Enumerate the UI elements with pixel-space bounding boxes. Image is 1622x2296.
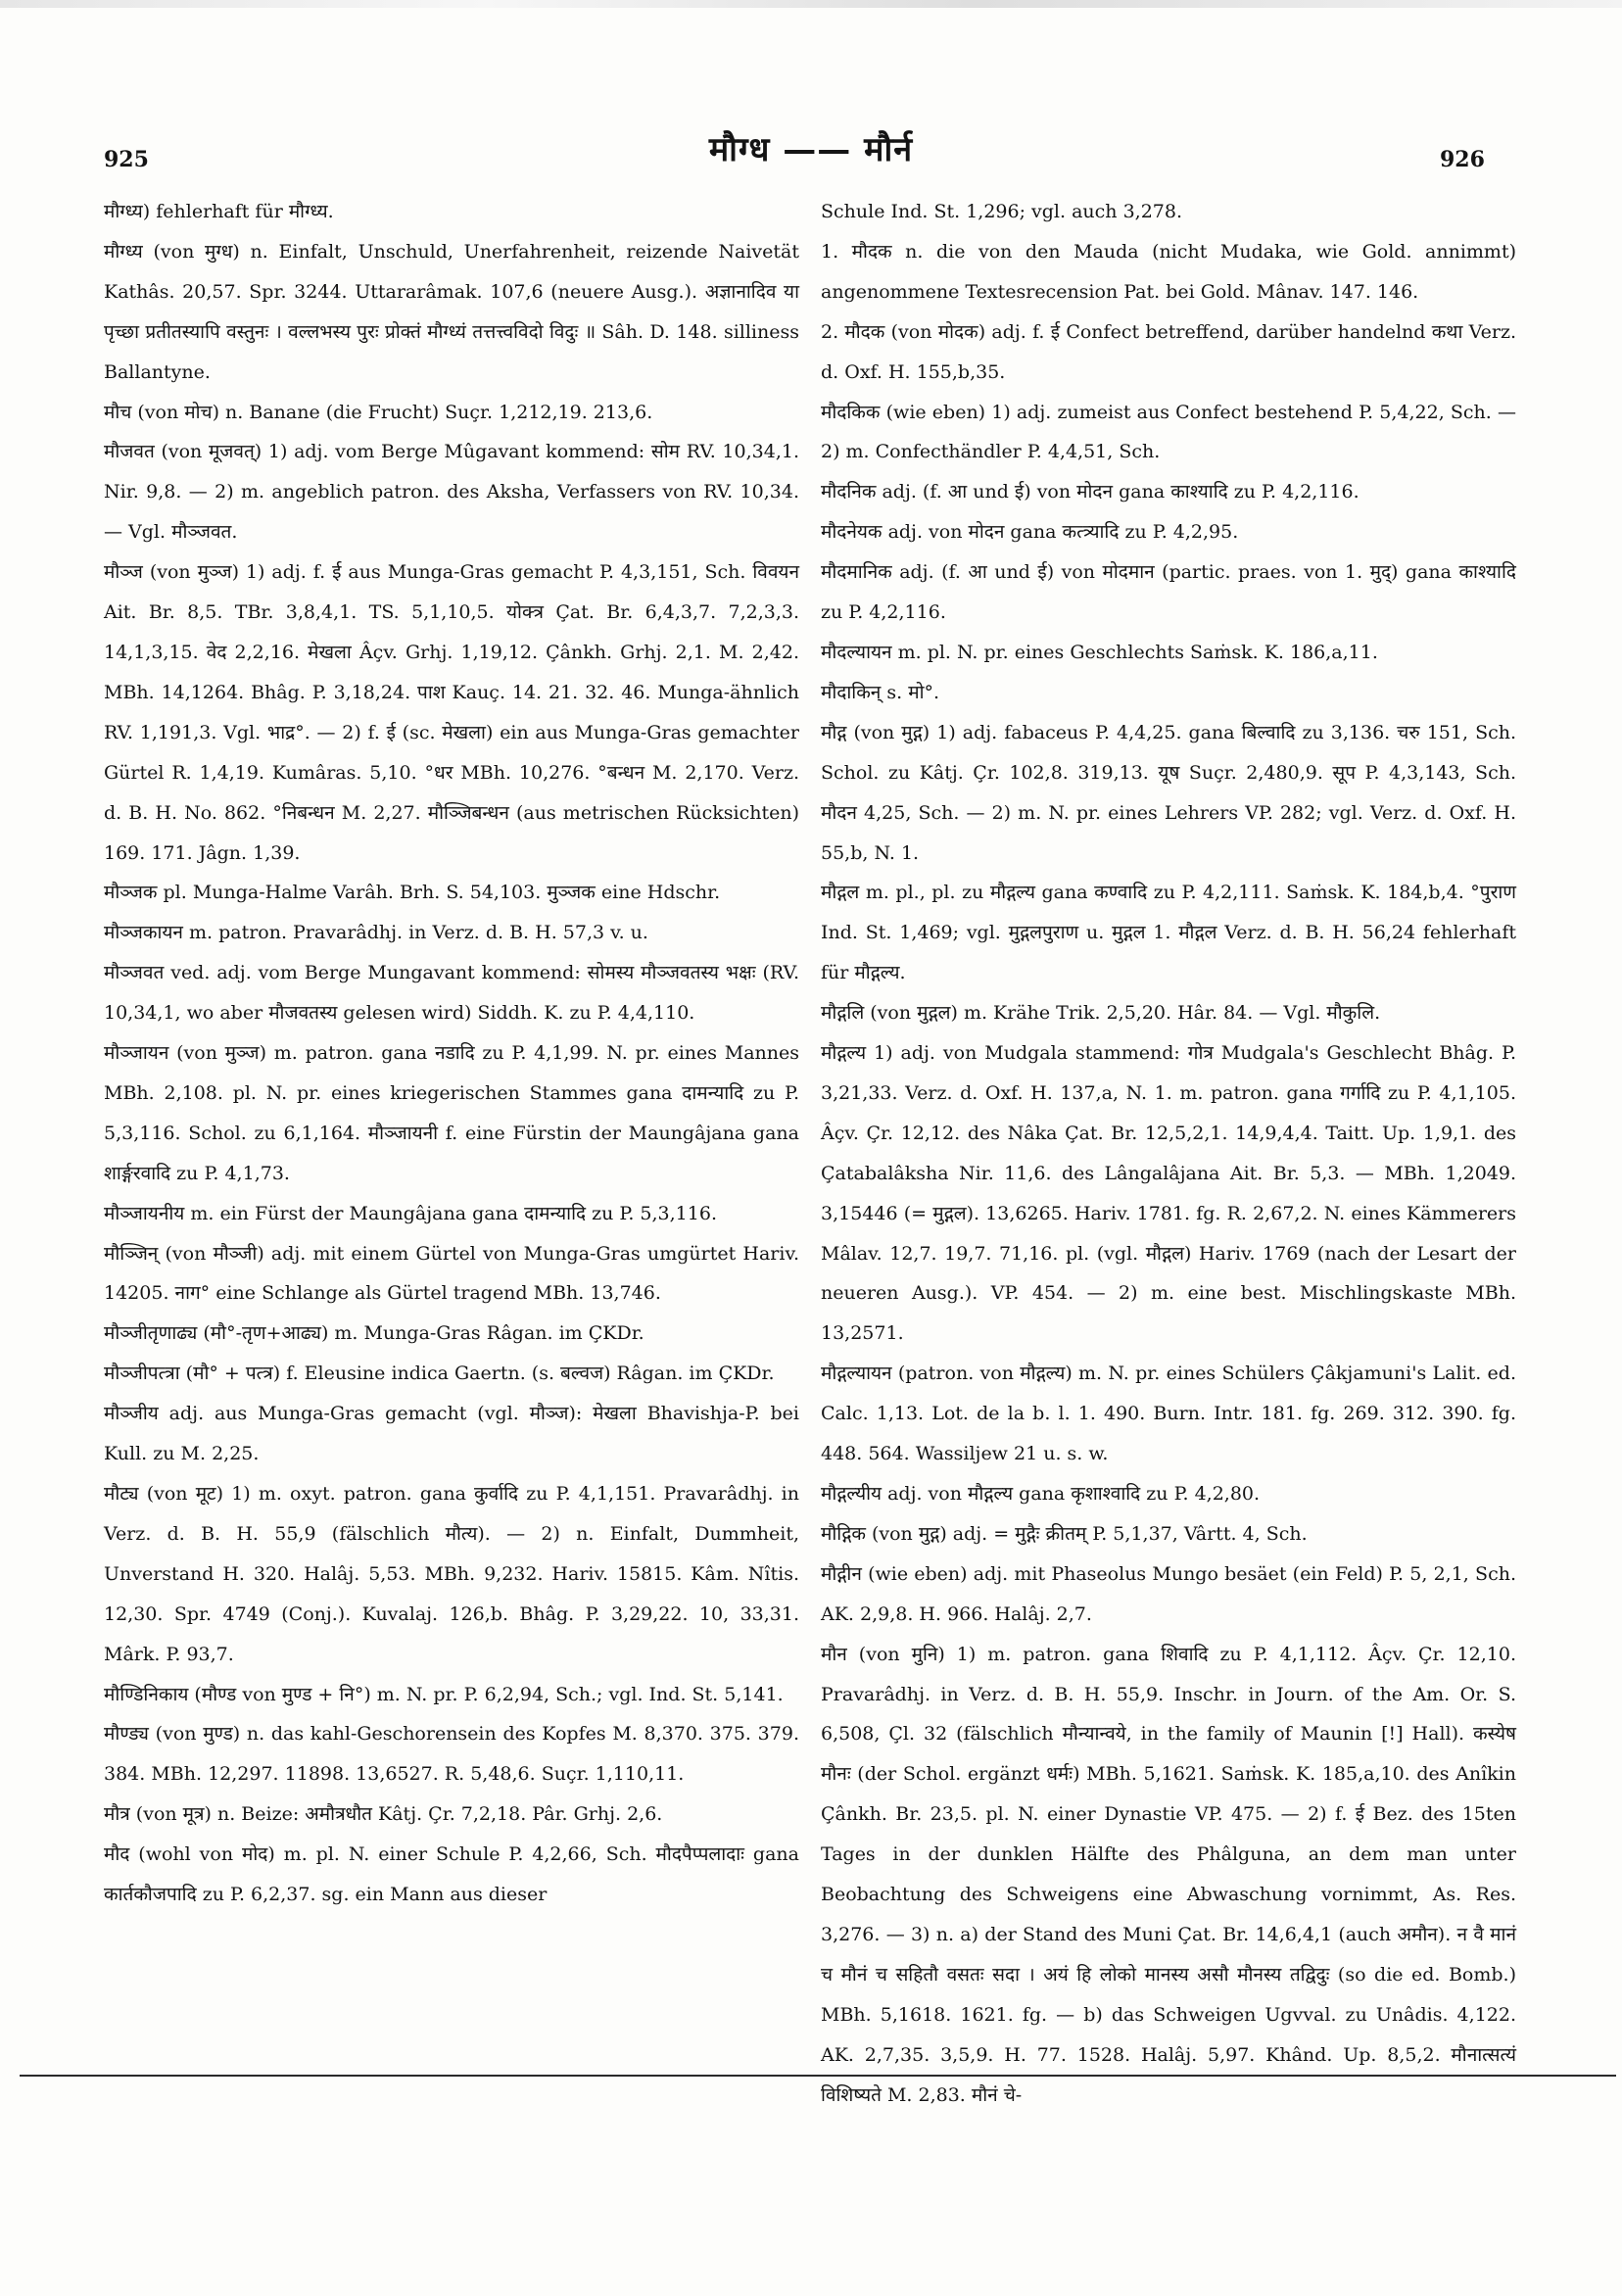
dictionary-entry: मौञ्जक pl. Munga-Halme Varâh. Brh. S. 54,103. मुञ्जक eine Hdschr. [104,882,721,904]
dictionary-entry: मौद्गल्य 1) adj. von Mudgala stammend: गोत्र Mudgala's Geschlecht Bhâg. P. 3,21,33. Verz. d. Oxf. H. 137,a, N. 1. m. patron. gana गर्गादि zu P. 4,1,105. Âçv. Çr. 12,12. des Nâka Çat. Br. 12,5,2,1. 14,9,4,4. Taitt. Up. 1,9,1. des Çatabalâksha Nir. 11,6. des Lângalâjana Ait. Br. 5,3. — MBh. 1,2049. 3,15446 (= मुद्गल). 13,6265. Hariv. 1781. fg. R. 2,67,2. N. eines Kämmerers Mâlav. 12,7. 19,7. 71,16. pl. (vgl. मौद्गल) Hariv. 1769 (nach der Lesart der neueren Ausg.). VP. 454. — 2) m. eine best. Mischlingskaste MBh. 13,2571. [821,1042,1516,1345]
dictionary-entry: मौदाकिन् s. मो°. [821,681,940,703]
dictionary-entry: मौञ्जवत ved. adj. vom Berge Mungavant kommend: सोमस्य मौञ्जवतस्य भक्षः (RV. 10,34,1, wo aber मौजवतस्य gelesen wird) Siddh. K. zu P. 4,4,110. [104,962,799,1025]
dictionary-entry: मौञ्जायनीय m. ein Fürst der Maungâjana gana दामन्यादि zu P. 5,3,116. [104,1202,717,1224]
dictionary-entry: मौञ्जायन (von मुञ्ज) m. patron. gana नडादि zu P. 4,1,99. N. pr. eines Mannes MBh. 2,108. pl. N. pr. eines kriegerischen Stammes gana दामन्यादि zu P. 5,3,116. Schol. zu 6,1,164. मौञ्जायनी f. eine Fürstin der Maungâjana gana शार्ङ्गरवादि zu P. 4,1,73. [104,1042,799,1184]
page-number-left: 925 [104,147,149,172]
page-number-right: 926 [1440,147,1485,172]
dictionary-entry: मौद्गल्यायन (patron. von मौद्गल्य) m. N. pr. eines Schülers Çâkjamuni's Lalit. ed. Calc. 1,13. Lot. de la b. l. 1. 490. Burn. Intr. 181. fg. 269. 312. 390. fg. 448. 564. Wassiljew 21 u. s. w. [821,1363,1516,1465]
dictionary-entry: मौदमानिक adj. (f. आ und ई) von मोदमान (partic. praes. von 1. मुद्) gana काश्यादि zu P. 4,2,116. [821,561,1516,624]
dictionary-entry: मौद्गल m. pl., pl. zu मौद्गल्य gana कण्वादि zu P. 4,2,111. Saṁsk. K. 184,b,4. °पुराण Ind. St. 1,469; vgl. मुद्गलपुराण u. मुद्गल 1. मौद्गल Verz. d. B. H. 56,24 fehlerhaft für मौद्गल्य. [821,882,1516,984]
dictionary-entry: मौग्ध्य) fehlerhaft für मौग्ध्य. [104,201,334,222]
dictionary-entry: 2. मौदक (von मोदक) adj. f. ई Confect betreffend, darüber handelnd कथा Verz. d. Oxf. H. 155,b,35. [821,320,1516,383]
dictionary-entry: मौञ्जकायन m. patron. Pravarâdhj. in Verz. d. B. H. 57,3 v. u. [104,922,648,944]
dictionary-entry: मौण्डिनिकाय (मौण्ड von मुण्ड + नि°) m. N. pr. P. 6,2,94, Sch.; vgl. Ind. St. 5,141. [104,1683,784,1705]
running-title: मौग्ध —— मौर्न [708,130,914,169]
dictionary-entry: मौण्ड्य (von मुण्ड) n. das kahl-Geschorensein des Kopfes M. 8,370. 375. 379. 384. MBh. 12,297. 11898. 13,6527. R. 5,48,6. Suçr. 1,110,11. [104,1723,799,1786]
dictionary-entry: मौजवत (von मूजवत्) 1) adj. vom Berge Mûgavant kommend: सोम RV. 10,34,1. Nir. 9,8. — 2) m. angeblich patron. des Aksha, Verfassers von RV. 10,34. — Vgl. मौञ्जवत. [104,441,799,544]
dictionary-entry: मौञ्जीय adj. aus Munga-Gras gemacht (vgl. मौञ्ज): मेखला Bhavishja-P. bei Kull. zu M. 2,25. [104,1403,799,1465]
dictionary-entry: मौत्र (von मूत्र) n. Beize: अमौत्रधौत Kâtj. Çr. 7,2,18. Pâr. Grhj. 2,6. [104,1803,663,1826]
bottom-rule [20,2075,1616,2077]
dictionary-entry: मौन (von मुनि) 1) m. patron. gana शिवादि zu P. 4,1,112. Âçv. Çr. 12,10. Pravarâdhj. in Verz. d. B. H. 55,9. Inschr. in Journ. of the Am. Or. S. 6,508, Çl. 32 (fälschlich मौन्यान्वये, in the family of Maunin [!] Hall). कस्येष मौनः (der Schol. ergänzt धर्मः) MBh. 5,1621. Saṁsk. K. 185,a,10. des Anîkin Çânkh. Br. 23,5. pl. N. einer Dynastie VP. 475. — 2) f. ई Bez. des 15ten Tages in der dunklen Hälfte des Phâlguna, an dem man unter Beobachtung des Schweigens eine Abwaschung vornimmt, As. Res. 3,276. — 3) n. a) der Stand des Muni Çat. Br. 14,6,4,1 (auch अमौन). न वै मानं च मौनं च सहितौ वसतः सदा । अयं हि लोको मानस्य असौ मौनस्य तद्विदुः (so die ed. Bomb.) MBh. 5,1618. 1621. fg. — b) das Schweigen Ugvval. zu Unâdis. 4,122. AK. 2,7,35. 3,5,9. H. 77. 1528. Halâj. 5,97. Khând. Up. 8,5,2. मौनात्सत्यं विशिष्यते M. 2,83. मौनं चे- [821,1643,1516,2106]
dictionary-entry: मौद (wohl von मोद) m. pl. N. einer Schule P. 4,2,66, Sch. मौदपैप्पलादाः gana कार्तकौजपादि zu P. 6,2,37. sg. ein Mann aus dieser [104,1843,799,1906]
dictionary-entry: मौद्गलि (von मुद्गल) m. Krähe Trik. 2,5,20. Hâr. 84. — Vgl. मौकुलि. [821,1002,1381,1025]
dictionary-entry: मौद्गिक (von मुद्ग) adj. = मुद्गैः क्रीतम् P. 5,1,37, Vârtt. 4, Sch. [821,1522,1308,1545]
dictionary-entry: मौदनेयक adj. von मोदन gana कत्त्र्यादि zu P. 4,2,95. [821,521,1239,544]
left-column [104,192,799,1936]
dictionary-entry: मौच (von मोच) n. Banane (die Frucht) Suçr. 1,212,19. 213,6. [104,401,653,423]
dictionary-entry: मौञ्जीपत्त्रा (मौ° + पत्त्र) f. Eleusine indica Gaertn. (s. बल्वज) Râgan. im ÇKDr. [104,1363,775,1385]
right-column [821,192,1516,2106]
dictionary-entry: मौञ्जीतृणाढ्य (मौ°-तृण+आढ्य) m. Munga-Gras Râgan. im ÇKDr. [104,1322,644,1345]
scan-edge [0,0,1622,8]
dictionary-entry: मौञ्जिन् (von मौञ्जी) adj. mit einem Gürtel von Munga-Gras umgürtet Hariv. 14205. नाग° eine Schlange als Gürtel tragend MBh. 13,746. [104,1242,799,1305]
dictionary-entry: मौञ्ज (von मुञ्ज) 1) adj. f. ई aus Munga-Gras gemacht P. 4,3,151, Sch. विवयन Ait. Br. 8,5. TBr. 3,8,4,1. TS. 5,1,10,5. योक्त्र Çat. Br. 6,4,3,7. 7,2,3,3. 14,1,3,15. वेद 2,2,16. मेखला Âçv. Grhj. 1,19,12. Çânkh. Grhj. 2,1. M. 2,42. MBh. 14,1264. Bhâg. P. 3,18,24. पाश Kauç. 14. 21. 32. 46. Munga-ähnlich RV. 1,191,3. Vgl. भाद्र°. — 2) f. ई (sc. मेखला) ein aus Munga-Gras gemachter Gürtel R. 1,4,19. Kumâras. 5,10. °धर MBh. 10,276. °बन्धन M. 2,170. Verz. d. B. H. No. 862. °निबन्धन M. 2,27. मौञ्जिबन्धन (aus metrischen Rücksichten) 169. 171. Jâgn. 1,39. [104,561,799,864]
dictionary-entry: मौट्य (von मूट) 1) m. oxyt. patron. gana कुर्वादि zu P. 4,1,151. Pravarâdhj. in Verz. d. B. H. 55,9 (fälschlich मौत्य). — 2) n. Einfalt, Dummheit, Unverstand H. 320. Halâj. 5,53. MBh. 9,232. Hariv. 15815. Kâm. Nîtis. 12,30. Spr. 4749 (Conj.). Kuvalaj. 126,b. Bhâg. P. 3,29,22. 10, 33,31. Mârk. P. 93,7. [104,1483,799,1665]
dictionary-entry: मौग्ध्य (von मुग्ध) n. Einfalt, Unschuld, Unerfahrenheit, reizende Naivetät Kathâs. 20,57. Spr. 3244. Uttararâmak. 107,6 (neuere Ausg.). अज्ञानादिव या पृच्छा प्रतीतस्यापि वस्तुनः । वल्लभस्य पुरः प्रोक्तं मौग्ध्यं तत्तत्त्वविदो विदुः ॥ Sâh. D. 148. silliness Ballantyne. [104,240,799,383]
dictionary-entry: Schule Ind. St. 1,296; vgl. auch 3,278. [821,201,1183,222]
dictionary-entry: मौदनिक adj. (f. आ und ई) von मोदन gana काश्यादि zu P. 4,2,116. [821,481,1360,503]
dictionary-entry: मौद्गल्यीय adj. von मौद्गल्य gana कृशाश्वादि zu P. 4,2,80. [821,1483,1261,1505]
dictionary-entry: मौदल्यायन m. pl. N. pr. eines Geschlechts Saṁsk. K. 186,a,11. [821,641,1378,663]
dictionary-entry: 1. मौदक n. die von den Mauda (nicht Mudaka, wie Gold. annimmt) angenommene Textesrecension Pat. bei Gold. Mânav. 147. 146. [821,240,1516,303]
dictionary-entry: मौदकिक (wie eben) 1) adj. zumeist aus Confect bestehend P. 5,4,22, Sch. — 2) m. Confecthändler P. 4,4,51, Sch. [821,401,1516,463]
dictionary-entry: मौद्गीन (wie eben) adj. mit Phaseolus Mungo besäet (ein Feld) P. 5, 2,1, Sch. AK. 2,9,8. H. 966. Halâj. 2,7. [821,1562,1516,1625]
dictionary-entry: मौद्ग (von मुद्ग) 1) adj. fabaceus P. 4,4,25. gana बिल्वादि zu 3,136. चरु 151, Sch. Schol. zu Kâtj. Çr. 102,8. 319,13. यूष Suçr. 2,480,9. सूप P. 4,3,143, Sch. मौदन 4,25, Sch. — 2) m. N. pr. eines Lehrers VP. 282; vgl. Verz. d. Oxf. H. 55,b, N. 1. [821,721,1516,864]
